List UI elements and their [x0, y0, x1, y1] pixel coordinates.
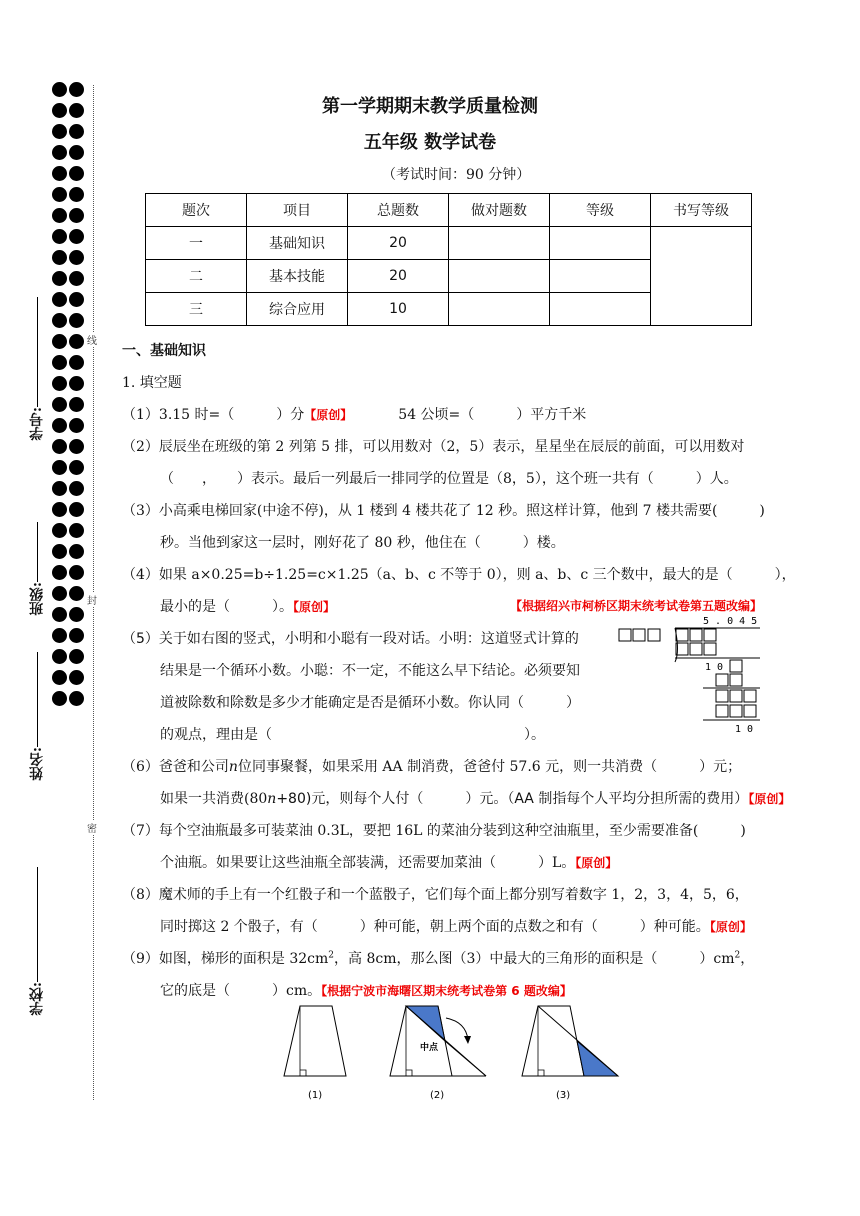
question-9-line-1: （9）如图，梯形的面积是 $32cm^2$，高 8cm，那么图（3）中最大的三角形的面积是（ ）$cm^2$，: [122, 950, 755, 967]
school-field[interactable]: [24, 865, 50, 1015]
question-7-line-1: （7）每个空油瓶最多可装菜油 0.3L，要把 16L 的菜油分装到这种空油瓶里，至少需要准备( ): [122, 823, 746, 839]
source-tag: 【原创】: [748, 792, 791, 806]
header-cell: 书写等级: [651, 194, 752, 227]
figure-2-trapezoid: [390, 1006, 486, 1101]
binding-hole: [69, 670, 84, 685]
binding-hole: [69, 565, 84, 580]
header-cell: 做对题数: [449, 194, 550, 227]
question-3-line-1: （3）小高乘电梯回家(中途不停)，从 1 楼到 4 楼共花了 12 秒。照这样计算，他到 7 楼共需要( ): [122, 503, 765, 519]
question-9-line-2: 它的底是（ ）cm。【根据宁波市海曙区期末统考试卷第 6 题改编】: [160, 983, 572, 999]
score-table: [145, 193, 752, 326]
seal-mark-secret: 密: [87, 820, 97, 835]
question-7-line-2: 个油瓶。如果要让这些油瓶全部装满，还需要加菜油（ ）L。【原创】: [160, 855, 618, 871]
binding-hole: [69, 271, 84, 286]
source-tag: 【原创】: [575, 856, 618, 870]
binding-hole: [52, 628, 67, 643]
name-field[interactable]: [24, 650, 50, 780]
quotient-text: 5 . 0 4 5: [703, 616, 758, 627]
cell-grade[interactable]: [550, 293, 651, 326]
source-tag: 【原创】: [304, 408, 353, 422]
question-5-line-2: 结果是一个循环小数。小聪：不一定，不能这么早下结论。必须要知: [160, 663, 580, 679]
binding-hole: [52, 607, 67, 622]
binding-hole: [52, 586, 67, 601]
question-6-line-1: （6）爸爸和公司n位同事聚餐，如果采用 AA 制消费，爸爸付 57.6 元，则一共消费（ ）元；: [122, 759, 742, 775]
binding-hole: [52, 649, 67, 664]
binding-hole: [52, 565, 67, 580]
binding-hole: [69, 166, 84, 181]
binding-holes: [52, 82, 94, 712]
figure-1-trapezoid: [284, 1006, 346, 1101]
seal-mark-seal: 封: [87, 592, 97, 607]
binding-hole: [69, 334, 84, 349]
figure-2-label: (2): [430, 1090, 445, 1101]
question-5-line-1: （5）关于如右图的竖式，小明和小聪有一段对话。小明：这道竖式计算的: [122, 631, 579, 647]
question-4-line-2: 最小的是（ ）。【原创】: [160, 599, 336, 615]
exam-subtitle: 五年级 数学试卷: [363, 132, 497, 153]
binding-hole: [52, 166, 67, 181]
binding-hole: [69, 355, 84, 370]
section-heading: 一、基础知识: [122, 343, 206, 359]
binding-hole: [69, 313, 84, 328]
binding-hole: [69, 628, 84, 643]
name-label: 姓名:: [29, 747, 45, 781]
binding-hole: [69, 250, 84, 265]
binding-hole: [69, 481, 84, 496]
binding-hole: [52, 376, 67, 391]
binding-hole: [69, 208, 84, 223]
binding-hole: [69, 418, 84, 433]
binding-hole: [52, 670, 67, 685]
question-2-line-1: （2）辰辰坐在班级的第 2 列第 5 排，可以用数对（2，5）表示，星星坐在辰辰的前面，可以用数对: [122, 439, 745, 455]
student-no-label: 学号:: [29, 407, 45, 441]
table-row: [146, 227, 752, 260]
binding-hole: [52, 229, 67, 244]
binding-hole: [69, 691, 84, 706]
cell-grade[interactable]: [550, 227, 651, 260]
class-field[interactable]: [24, 520, 50, 615]
source-tag: 【原创】: [293, 600, 336, 614]
class-label: 班级:: [29, 582, 45, 616]
sub-heading: 1. 填空题: [122, 375, 182, 391]
cell-writing-grade[interactable]: [651, 227, 752, 326]
cell-item: 基本技能: [247, 260, 348, 293]
exam-time: （考试时间：90 分钟）: [382, 167, 531, 183]
binding-hole: [52, 250, 67, 265]
seal-mark-line: 线: [87, 332, 97, 347]
binding-hole: [69, 229, 84, 244]
binding-hole: [52, 691, 67, 706]
question-3-line-2: 秒。当他到家这一层时，刚好花了 80 秒，他住在（ ）楼。: [160, 535, 565, 551]
cell-no: 二: [146, 260, 247, 293]
exam-title: 第一学期期末教学质量检测: [322, 96, 538, 117]
cell-item: 综合应用: [247, 293, 348, 326]
binding-hole: [52, 208, 67, 223]
cell-correct[interactable]: [449, 260, 550, 293]
binding-hole: [52, 502, 67, 517]
remainder-ten-2: 1 0: [735, 724, 754, 735]
source-tag: 【根据宁波市海曙区期末统考试卷第 6 题改编】: [321, 984, 572, 998]
question-5-line-3: 道被除数和除数是多少才能确定是否是循环小数。你认同（ ）: [160, 695, 580, 711]
remainder-ten-1: 1 0: [705, 662, 724, 673]
question-6-line-2: 如果一共消费(80n+80)元，则每个人付（ ）元。（AA 制指每个人平均分担所需的费用）【原创】: [160, 791, 791, 807]
midpoint-label: 中点: [420, 1043, 439, 1053]
binding-hole: [52, 418, 67, 433]
binding-hole: [69, 292, 84, 307]
cell-total: 10: [348, 293, 449, 326]
trapezoid-figures: [270, 1000, 650, 1110]
cell-item: 基础知识: [247, 227, 348, 260]
question-8-line-1: （8）魔术师的手上有一个红骰子和一个蓝骰子，它们每个面上都分别写着数字 1，2，3，4，5，6，: [122, 887, 749, 903]
binding-hole: [52, 187, 67, 202]
question-1: （1）3.15 时=（ ）分【原创】 54 公顷=（ ）平方千米: [122, 407, 587, 423]
binding-hole: [69, 187, 84, 202]
figure-3-label: (3): [556, 1090, 571, 1101]
source-tag-adapted: 【根据绍兴市柯桥区期末统考试卷第五题改编】: [510, 599, 763, 613]
binding-hole: [52, 460, 67, 475]
binding-hole: [69, 460, 84, 475]
header-cell: 等级: [550, 194, 651, 227]
header-cell: 题次: [146, 194, 247, 227]
cell-correct[interactable]: [449, 293, 550, 326]
binding-hole: [69, 439, 84, 454]
question-5-line-4: 的观点，理由是（ ）。: [160, 727, 545, 743]
cell-no: 一: [146, 227, 247, 260]
header-cell: 项目: [247, 194, 348, 227]
cell-no: 三: [146, 293, 247, 326]
binding-hole: [69, 376, 84, 391]
binding-hole: [69, 586, 84, 601]
cell-correct[interactable]: [449, 227, 550, 260]
binding-hole: [52, 544, 67, 559]
long-division-figure: [618, 612, 768, 742]
header-cell: 总题数: [348, 194, 449, 227]
binding-hole: [52, 334, 67, 349]
figure-3-trapezoid: [522, 1006, 618, 1101]
school-label: 学校:: [29, 982, 45, 1016]
figure-1-label: (1): [308, 1090, 323, 1101]
binding-hole: [69, 649, 84, 664]
binding-hole: [69, 523, 84, 538]
question-8-line-2: 同时掷这 2 个骰子，有（ ）种可能，朝上两个面的点数之和有（ ）种可能。【原创】: [160, 919, 752, 935]
binding-hole: [52, 523, 67, 538]
binding-hole: [69, 502, 84, 517]
cell-total: 20: [348, 260, 449, 293]
binding-hole: [52, 271, 67, 286]
student-no-field[interactable]: [24, 295, 50, 440]
binding-hole: [69, 607, 84, 622]
binding-hole: [52, 439, 67, 454]
binding-hole: [52, 313, 67, 328]
binding-hole: [52, 397, 67, 412]
question-4-line-1: （4）如果 a×0.25=b÷1.25=c×1.25（a、b、c 不等于 0），则 a、b、c 三个数中，最大的是（ ），: [122, 567, 796, 583]
binding-hole: [52, 292, 67, 307]
binding-hole: [52, 355, 67, 370]
question-2-line-2: （ ， ）表示。最后一列最后一排同学的位置是（8，5），这个班一共有（ ）人。: [160, 471, 738, 487]
binding-hole: [52, 481, 67, 496]
cell-grade[interactable]: [550, 260, 651, 293]
cell-total: 20: [348, 227, 449, 260]
binding-hole: [69, 544, 84, 559]
binding-hole: [69, 397, 84, 412]
table-header-row: [146, 194, 752, 227]
source-tag: 【原创】: [709, 920, 752, 934]
